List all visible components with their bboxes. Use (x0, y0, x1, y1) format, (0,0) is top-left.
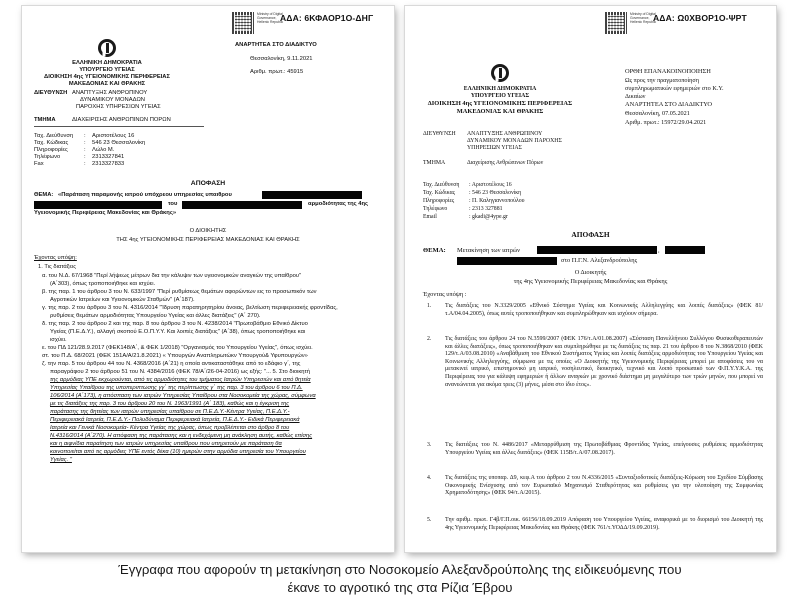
list-item: Υγείας (Π.Ε.Δ.Υ.), αλλαγή σκοπού Ε.Ο.Π.Υ.Υ. Και λοιπές διατάξεις" (Α΄38), όπως τροποποιήθηκε και (50, 329, 306, 335)
paragraph-number: 4. (427, 475, 432, 481)
list-item: α. του Ν.Δ. 67/1968 "Περί λήψεως μέτρων δια την κάλυψιν των υγειονομικών αναγκών της υπαίθρου" (42, 273, 302, 279)
list-item: ρυθμίσεις θεμάτων αρμοδιότητας Υπουργείου Υγείας και άλλες διατάξεις" (Α΄ 270). (50, 313, 261, 319)
paragraph: Τις διατάξεις της υποπαρ. Δ9, κεφ.Α του άρθρου 2 του Ν.4336/2015 «Συνταξιοδοτικές διατάξεις-Κύρωση του Σχεδίου Σύμβασης Οικονομικής Ενίσχυσης από τον Ευρωπαϊκό Μηχανισμό Σταθερότητας και ρυθμίσεις για την υλοποίηση της Συμφωνίας Χρηματοδότησης» (ΦΕΚ 94/τ.Α/2015). (445, 475, 763, 497)
digital-signature: Ministry of Digital Governance, Hellenic Republic (630, 12, 657, 24)
list-item: Ιατρεία και Γενικά Νοσοκομεία- Κέντρα Υγείας της χώρας, όπως προβλέπεται στο άρθρο 8 του (50, 425, 290, 431)
header-line-2: ΥΠΟΥΡΓΕΙΟ ΥΓΕΙΑΣ (79, 67, 135, 73)
direction-line-2: ΔΥΝΑΜΙΚΟΥ ΜΟΝΑΔΩΝ ΠΑΡΟΧΗΣ (467, 138, 562, 144)
redaction-box (182, 201, 302, 209)
list-item: Περιφερειακά Ιατρεία, Π.Ε.Δ.Υ.- Πολυδύναμα Περιφερειακά Ιατρεία, Π.Ε.Δ.Υ.- Ειδικά Περιφερειακά (50, 417, 300, 423)
ada-code: ΑΔΑ: Ω0ΧΒΟΡ1Ο-ΨΡΤ (653, 13, 747, 23)
contact-key-4: Τηλέφωνο (423, 206, 448, 212)
list-item: με τις διατάξεις της παρ. 3 του άρθρου 20 του Ν. 1963/1991 (Α΄ 183), καθώς και η έγκριση της (50, 401, 290, 407)
header-line-3: ΔΙΟΙΚΗΣΗ 4ης ΥΓΕΙΟΝΟΜΙΚΗΣ ΠΕΡΙΦΕΡΕΙΑΣ (427, 100, 573, 107)
dept-label: ΤΜΗΜΑ (423, 160, 446, 166)
paragraph-number: 2. (427, 336, 432, 342)
correction-line-2: Ως προς την πραγματοποίηση (625, 77, 699, 84)
place-date: Θεσσαλονίκη, 07.05.2021 (625, 110, 690, 117)
protocol-number: Αριθμ. πρωτ.: 45915 (250, 69, 304, 75)
subject-line-3: Υγειονομικής Περιφέρειας Μακεδονίας και Θράκης» (34, 210, 177, 216)
list-item: ζ. την παρ. 5 του άρθρου 44 του Ν. 4368/2016 (Α΄21) η οποία αντικαταστάθηκε από το εδάφιο γ΄, της (42, 361, 301, 367)
contact-value-3: : Π. Καληγιαννοπούλου (469, 198, 525, 204)
list-item: β. της παρ. 1 του άρθρου 3 του Ν. 633/1997 "Περί ρυθμίσεως θεμάτων αφορώντων εις το προσωπικόν των (42, 289, 317, 295)
ada-code: ΑΔΑ: 6ΚΦΑΟΡ1Ο-ΔΗΓ (280, 13, 374, 23)
correction-line-4: Δικαίων (625, 93, 646, 100)
direction-line-3: ΥΠΗΡΕΣΙΩΝ ΥΓΕΙΑΣ (467, 145, 522, 151)
list-item: κοινοποιείται από τις αρμόδιες ΥΠΕ εντός δέκα (10) ημερών στην αρμόδια υπηρεσία του Υπουργείου (50, 449, 306, 455)
direction-line-3: ΠΑΡΟΧΗΣ ΥΠΗΡΕΣΙΩΝ ΥΓΕΙΑΣ (76, 104, 161, 110)
header-line-3: ΔΙΟΙΚΗΣΗ 4ης ΥΓΕΙΟΝΟΜΙΚΗΣ ΠΕΡΙΦΕΡΕΙΑΣ (44, 74, 170, 80)
subject-line-1b: , (658, 247, 660, 254)
correction-notice: ΟΡΘΗ ΕΠΑΝΑΚΟΙΝΟΠΟΙΗΣΗ (625, 68, 711, 75)
place-date: Θεσσαλονίκη, 9.11.2021 (250, 56, 313, 62)
correction-line-3: συμπληρωματικών εφημεριών στο Κ.Υ. (625, 85, 724, 92)
list-item: Υγείας. " (50, 457, 72, 463)
contact-value-2: : 546 23 Θεσσαλονίκη (469, 190, 522, 196)
list-item: Αγροτικών Ιατρείων και Υγειονομικών Σταθμών" (Α΄187). (50, 297, 195, 303)
dept-name: ΔΙΑΧΕΙΡΙΣΗΣ ΑΝΘΡΩΠΙΝΩΝ ΠΟΡΩΝ (72, 117, 171, 123)
paragraph-number: 1. (427, 303, 432, 309)
redaction-box (262, 191, 362, 199)
contact-key-3: Πληροφορίες (34, 147, 68, 153)
list-item: της αρμόδιας ΥΠΕ εκχωρούνται, από τις αρμοδιότητες του τμήματος Ιατρών Υπηρεσιών και από θητεία (50, 377, 311, 383)
contact-value-4: 2313327841 (92, 154, 125, 160)
subject-line-2a: του (168, 201, 178, 207)
list-item: δ. της παρ. 2 του άρθρου 2 και της παρ. 8 του άρθρου 3 του Ν. 4238/2014 "Πρωτοβάθμιο Εθνικό Δίκτυο (42, 321, 308, 327)
contact-key-4: Τηλέφωνο (34, 154, 61, 160)
paragraph: Τις διατάξεις του άρθρου 24 του Ν.3599/2007 (ΦΕΚ 176/τ.Α/01.08.2007) «Σύσταση Πανελλήνιου Συλλόγου Φυσικοθεραπευτών και άλλες διατάξεις», όπως τροποποιήθηκαν και συμπληρώθηκε με τις διατάξεις τις παρ. 21 του άρθρου 8 του Ν.3868/2010 (ΦΕΚ 129/τ.Α/03.08.2010) «Αναβάθμιση του Εθνικού Συστήματος Υγείας και λοιπές διατάξεις αρμοδιότητας του Υπουργείου Υγείας και Κοινωνικής Αλληλεγγύης, σύμφωνα με τις οποίες «Ο Διοικητής της Υγειονομικής Περιφέρειας μπορεί με αποφάσεις του να μετακινεί ιατρικό, επιστημονικό μη ιατρικό, νοσηλευτικό, διοικητικό, τεχνικό και λοιπό προσωπικό των Φ.Π.Υ.Υ.Κ.Α. της Περιφέρειας του για κάλυψη εφημεριών ή άλλων αναγκών με χρονικό διάστημα μη μεγαλύτερο των τριών μηνών, που μπορεί να ανανεώνεται για ακόμα τρεις (3) μήνες, μέσα στο ίδιο έτος». (445, 336, 763, 388)
direction-line-1: ΑΝΑΠΤΥΞΗΣ ΑΝΘΡΩΠΙΝΟΥ (72, 90, 148, 96)
qr-code-icon (605, 12, 627, 34)
posted-label: ΑΝΑΡΤΗΤΕΑ ΣΤΟ ΔΙΑΔΙΚΤΥΟ (235, 42, 317, 48)
subject-line-2b: αρμοδιότητας της 4ης (308, 201, 369, 207)
paragraph-number: 5. (427, 517, 432, 523)
contact-key-3: Πληροφορίες (423, 198, 455, 204)
header-line-4: ΜΑΚΕΔΟΝΙΑΣ ΚΑΙ ΘΡΑΚΗΣ (456, 108, 544, 115)
subject-line-1: «Παράταση παραμονής ιατρού υπόχρεου υπηρεσίας υπαιθρου (58, 192, 232, 198)
direction-label: ΔΙΕΥΘΥΝΣΗ (423, 131, 456, 137)
list-item: (Α΄303), όπως τροποποιήθηκε και ισχύει. (50, 281, 156, 287)
paragraph: Την αριθμ. πρωτ. Γ4β/Γ.Π.οικ. 66156/18.09.2019 Απόφαση του Υπουργείου Υγείας, αναφορικά με το διορισμό του Διοικητή της 4ης Υγειονομικής Περιφέρειας Μακεδονίας και Θράκης (ΦΕΚ 761/τ.ΥΟΔΔ/19.09.2019). (445, 517, 763, 531)
greek-emblem-icon (98, 39, 116, 57)
governor-title: Ο Διοικητής (574, 269, 607, 276)
direction-line-2: ΔΥΝΑΜΙΚΟΥ ΜΟΝΑΔΩΝ (80, 97, 145, 103)
contact-value-2: 546 23 Θεσσαλονίκη (92, 140, 146, 146)
list-item: ισχύει. (50, 337, 67, 343)
having-heading: Έχοντας υπόψη : (423, 291, 467, 298)
list-item: 1. Τις διατάξεις (38, 264, 77, 270)
decision-title: ΑΠΟΦΑΣΗ (571, 230, 610, 239)
list-item: 106/2014 (Α΄173), η απόσπαση των ιατρών Υπηρεσίας Υπαίθρου στα Νοσοκομεία της χώρας, σύμφωνα (50, 393, 316, 399)
governor-title: Ο ΔΙΟΙΚΗΤΗΣ (189, 228, 227, 234)
subject-line-2: στο Π.Γ.Ν. Αλεξανδρούπολης (561, 257, 638, 264)
subject-line-1: Μετακίνηση των ιατρών (457, 247, 521, 254)
header-line-1: ΕΛΛΗΝΙΚΗ ΔΗΜΟΚΡΑΤΙΑ (463, 86, 537, 92)
redaction-box (665, 246, 705, 254)
qr-code-icon (232, 12, 254, 34)
having-heading: Έχοντας υπόψη: (34, 255, 77, 261)
paragraph: Τις διατάξεις του Ν. 4486/2017 «Μεταρρύθμιση της Πρωτοβάθμιας Φροντίδας Υγείας, επείγουσες ρυθμίσεις αρμοδιότητας Υπουργείου Υγείας και άλλες διατάξεις» (ΦΕΚ 115Β/τ.Α/07.08.2017). (445, 442, 763, 456)
list-item: παράτασης της θητείας των ιατρών υπηρεσίας υπαίθρου σε Π.Ε.Δ.Υ.-Κέντρα Υγείας, Π.Ε.Δ.Υ.- (50, 409, 290, 415)
posted-label: ΑΝΑΡΤΗΤΕΑ ΣΤΟ ΔΙΑΔΙΚΤΥΟ (625, 101, 712, 108)
contact-value-1: : Αριστοτέλους 16 (469, 182, 512, 188)
greek-emblem-icon (491, 64, 509, 82)
list-item: Ν.4316/2014 (Α΄270). Η απόφαση της παράτασης και η ενδεχόμενη μη ανάκληση αυτής, καθώς επίσης (50, 433, 313, 439)
header-line-2: ΥΠΟΥΡΓΕΙΟ ΥΓΕΙΑΣ (470, 93, 530, 99)
contact-key-2: Ταχ. Κώδικας (423, 190, 455, 196)
header-line-1: ΕΛΛΗΝΙΚΗ ΔΗΜΟΚΡΑΤΙΑ (72, 60, 142, 66)
contact-value-4: : 2313 327881 (469, 206, 503, 212)
contact-key-1: Ταχ. Διεύθυνση (34, 133, 74, 139)
right-document (405, 6, 776, 552)
dept-label: ΤΜΗΜΑ (34, 117, 56, 123)
header-line-4: ΜΑΚΕΔΟΝΙΑΣ ΚΑΙ ΘΡΑΚΗΣ (68, 81, 146, 87)
paragraph-number: 3. (427, 442, 432, 448)
divider (34, 126, 204, 127)
subject-label: ΘΕΜΑ: (423, 247, 446, 254)
list-item: παραγράφου 2 του άρθρου 51 του Ν. 4384/2016 (ΦΕΚ 78/Α΄/26-04-2016) ως εξής: "... 5. Στο διοικητή (50, 369, 311, 375)
direction-label: ΔΙΕΥΘΥΝΣΗ (34, 90, 68, 96)
redaction-box (457, 257, 557, 265)
redaction-box (34, 201, 162, 209)
contact-value-5: 2313327833 (92, 161, 125, 167)
dept-name: Διαχείρισης Ανθρώπινων Πόρων (467, 160, 544, 166)
caption-line-1: Έγγραφα που αφορούν τη μετακίνηση στο Νοσοκομείο Αλεξανδρούπολης της ειδικευόμενης που (118, 562, 682, 577)
contact-value-1: Αριστοτέλους 16 (92, 133, 135, 139)
list-item: στ. του Π.Δ. 68/2021 (ΦΕΚ 151Α/Α/21.8.2021) « Υπουργών Αναπληρωτώκν Υπουργού& Υφυπουργών» (42, 353, 308, 359)
image-caption (0, 561, 800, 597)
protocol-number: Αριθμ. πρωτ.: 15972/29.04.2021 (625, 119, 707, 126)
subject-label: ΘΕΜΑ: (34, 192, 54, 198)
list-item: και η αιφνίδια παραίτηση των ιατρών υπηρεσίας υπαίθρου που υπηρετούν με παράταση θα (50, 441, 282, 447)
list-item: ε. του ΠΔ 121/28.9.2017 (ΦΕΚ148/Α΄, & ΦΕΚ 1/2018) "Οργανισμός του Υπουργείου Υγείας", όπως ισχύει. (42, 345, 313, 351)
decision-title: ΑΠΟΦΑΣΗ (190, 180, 226, 187)
redaction-box (537, 246, 657, 254)
contact-value-3: Λώλο Μ. (92, 147, 115, 153)
paragraph: Τις διατάξεις του Ν.3329/2005 «Εθνικό Σύστημα Υγείας και Κοινωνικής Αλληλεγγύης και λοιπές διατάξεις» (ΦΕΚ 81/τ.Α/04.04.2005), όπως αυτές τροποποιήθηκαν και συμπληρώθηκαν και ισχύουν σήμερα. (445, 303, 763, 317)
governor-subtitle: της 4ης Υγειονομικής Περιφέρειας Μακεδονίας και Θράκης (513, 278, 668, 285)
left-document: ΑΔΑ: 6ΚΦΑΟΡ1Ο-ΔΗΓ Ministry of Digital Governance, Hellenic Republic ΑΝΑΡΤΗΤΕΑ ΣΤΟ ΔΙΑΔΙΚΤΥΟ Θεσσαλονίκη, 9.11.2021 Αριθμ. πρωτ.: 45915 ΕΛΛΗΝΙΚΗ ΔΗΜΟΚΡΑΤΙΑ ΥΠΟΥΡΓΕΙΟ ΥΓΕΙΑΣ ΔΙΟΙΚΗΣΗ 4ης ΥΓΕΙΟΝΟΜΙΚΗΣ ΠΕΡΙΦΕΡΕΙΑΣ ΜΑΚΕΔΟΝΙΑΣ ΚΑΙ ΘΡΑΚΗΣ ΔΙΕΥΘΥΝΣΗ ΑΝΑΠΤΥΞΗΣ ΑΝΘΡΩΠΙΝΟΥ ΔΥΝΑΜΙΚΟΥ ΜΟΝΑΔΩΝ ΠΑΡΟΧΗΣ ΥΠΗΡΕΣΙΩΝ ΥΓΕΙΑΣ ΤΜΗΜΑ ΔΙΑΧΕΙΡΙΣΗΣ ΑΝΘΡΩΠΙΝΩΝ ΠΟΡΩΝ Ταχ. Διεύθυνση : Αριστοτέλους 16 Ταχ. Κώδικας : 546 23 Θεσσαλονίκη Πληροφορίες : Λώλο Μ. Τηλέφωνο : 2313327841 Fax : 2313327833 ΑΠΟΦΑΣΗ ΘΕΜΑ: «Παράταση παραμονής ιατρού υπόχρεου υπηρεσίας υπαιθρου του αρμοδιότητας της 4ης Υγειονομικής Περιφέρειας Μακεδονίας και Θράκης» Ο ΔΙΟΙΚΗΤΗΣ ΤΗΣ 4ης ΥΓΕΙΟΝΟΜΙΚΗΣ ΠΕΡΙΦΕΡΕΙΑΣ ΜΑΚΕΔΟΝΙΑΣ ΚΑΙ ΘΡΑΚΗΣ Έχοντας υπόψη: 1. Τις διατάξεις α. του Ν.Δ. 67/1968 "Περί λήψεως μέτρων δια την κάλυψιν των υγειονομικών αναγκών της υπαίθρου" (Α΄303), όπως τροποποιήθηκε και ισχύει. β. της παρ. 1 του άρθρου 3 του Ν. 633/1997 "Περί ρυθμίσεως θεμάτων αφορώντων εις το προσωπικόν των Αγροτικών Ιατρείων και Υγειονομικών Σταθμών" (Α΄187). γ. της παρ. 2 του άρθρου 3 του Ν. 4316/2014 "Ίδρυση παρατηρητηρίου άνοιας, βελτίωση περιφερειακής φροντίδας, ρυθμίσεις θεμάτων αρμοδιότητας Υπουργείου Υγείας και άλλες διατάξεις" (Α΄ 270). δ. της παρ. 2 του άρθρου 2 και της παρ. 8 του άρθρου 3 του Ν. 4238/2014 "Πρωτοβάθμιο Εθνικό Δίκτυο Υγείας (Π.Ε.Δ.Υ.), αλλαγή σκοπού Ε.Ο.Π.Υ.Υ. Και λοιπές διατάξεις" (Α΄38), όπως τροποποιήθηκε και ισχύει. ε. του ΠΔ 121/28.9.2017 (ΦΕΚ148/Α΄, & ΦΕΚ 1/2018) "Οργανισμός του Υπουργείου Υγείας", όπως ισχύει. στ. του Π.Δ. 68/2021 (ΦΕΚ 151Α/Α/21.8.2021) « Υπουργών Αναπληρωτώκν Υπουργού& Υφυπουργών» ζ. την παρ. 5 του άρθρου 44 του Ν. 4368/2016 (Α΄21) η οποία αντικαταστάθηκε από το εδάφιο γ΄, της παραγράφου 2 του άρθρου 51 του Ν. 4384/2016 (ΦΕΚ 78/Α΄/26-04-2016) ως εξής: "... 5. Στο διοικητή της αρμόδιας ΥΠΕ εκχωρούνται, από τις αρμοδιότητες του τμήματος Ιατρών Υπηρεσιών και από θητεία Υπηρεσίας Υπαίθρου της υποπεριπτωσης γγ΄ της περίπτωσης γ΄ της παρ. 3 του άρθρου 6 του Π.Δ. 106/2014 (Α΄173), η απόσπαση των ιατρών Υπηρεσίας Υπαίθρου στα Νοσοκομεία της χώρας, σύμφωνα με τις διατάξεις της παρ. 3 του άρθρου 20 του Ν. 1963/1991 (Α΄ 183), καθώς και η έγκριση της παράτασης της θητείας των ιατρών υπηρεσίας υπαίθρου σε Π.Ε.Δ.Υ.-Κέντρα Υγείας, Π.Ε.Δ.Υ.- Περιφερειακά Ιατρεία, Π.Ε.Δ.Υ.- Πολυδύναμα Περιφερειακά Ιατρεία, Π.Ε.Δ.Υ.- Ειδικά Περιφερειακά Ιατρεία και Γενικά Νοσοκομεία- Κέντρα Υγείας της χώρας, όπως προβλέπεται στο άρθρο 8 του Ν.4316/2014 (Α΄270). Η απόφαση της παράτασης και η ενδεχόμενη μη ανάκληση αυτής, καθώς επίσης και η αιφνίδια παραίτηση των ιατρών υπηρεσίας υπαίθρου που υπηρετούν με παράταση θα κοινοποιείται από τις αρμόδιες ΥΠΕ εντός δέκα (10) ημερών στην αρμόδια υπηρεσία του Υπουργείου Υγείας. " (22, 6, 394, 552)
contact-value-5: : gkadi@4ype.gr (469, 214, 508, 220)
direction-line-1: ΑΝΑΠΤΥΞΗΣ ΑΝΘΡΩΠΙΝΟΥ (467, 131, 543, 137)
contact-key-2: Ταχ. Κώδικας (34, 140, 69, 146)
digital-signature: Ministry of Digital Governance, Hellenic Republic (257, 12, 284, 24)
governor-subtitle: ΤΗΣ 4ης ΥΓΕΙΟΝΟΜΙΚΗΣ ΠΕΡΙΦΕΡΕΙΑΣ ΜΑΚΕΔΟΝΙΑΣ ΚΑΙ ΘΡΑΚΗΣ (116, 237, 300, 243)
contact-key-1: Ταχ. Διεύθυνση (423, 182, 460, 188)
caption-line-2: έκανε το αγροτικό της στα Ρίζια Έβρου (287, 580, 513, 595)
contact-key-5: Email (423, 214, 437, 220)
list-item: Υπηρεσίας Υπαίθρου της υποπεριπτωσης γγ΄ της περίπτωσης γ΄ της παρ. 3 του άρθρου 6 του Π.Δ. (50, 385, 303, 391)
list-item: γ. της παρ. 2 του άρθρου 3 του Ν. 4316/2014 "Ίδρυση παρατηρητηρίου άνοιας, βελτίωση περιφερειακής φροντίδας, (42, 305, 338, 311)
contact-key-5: Fax (34, 161, 44, 167)
